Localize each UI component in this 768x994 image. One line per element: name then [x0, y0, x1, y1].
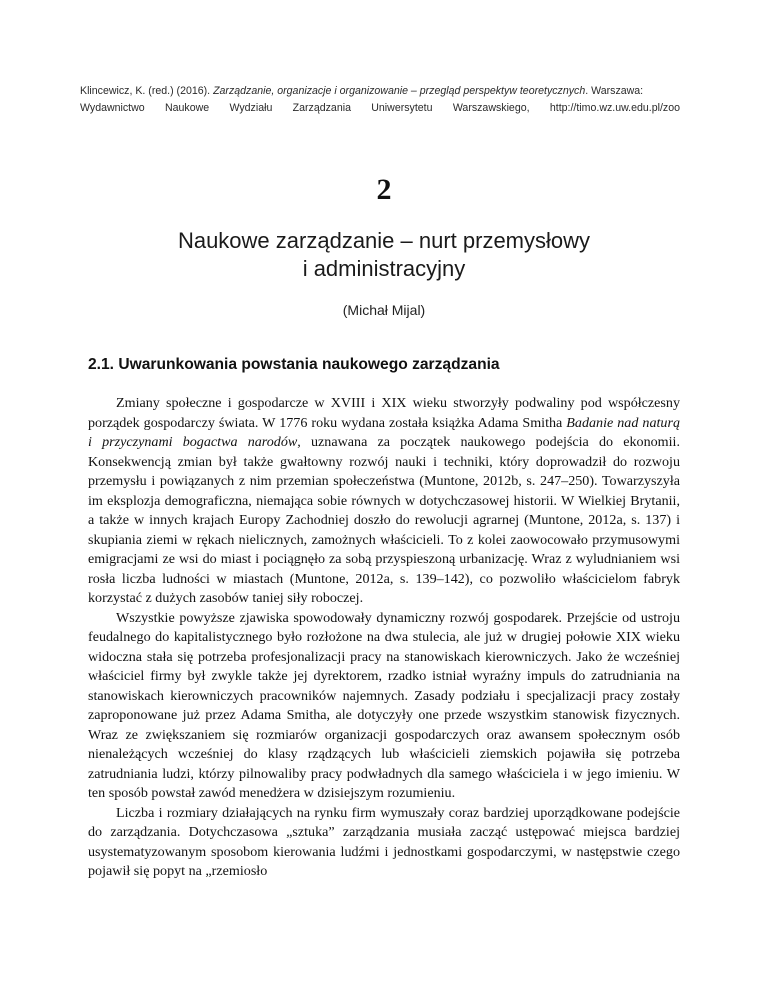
body-text	[88, 394, 680, 882]
chapter-title-line-1: Naukowe zarządzanie – nurt przemysłowy	[177, 228, 591, 253]
paragraph-1-book-title: Badanie nad naturą i przyczynami bogactwa narodów	[88, 414, 680, 450]
paragraph-1-part-a: Zmiany społeczne i gospodarcze w XVIII i XIX wieku stworzyły podwaliny pod współczesny porządek gospodarczy świata. W 1776 roku wydana została książka Adama Smitha	[88, 395, 680, 431]
paragraph-2: Wszystkie powyższe zjawiska spowodowały dynamiczny rozwój gospodarek. Przejście od ustroju feudalnego do kapitalistycznego było rozłożone na dwa stulecia, ale już w drugiej połowie XIX wieku widoczna stała się potrzeba profesjonalizacji pracy na stanowiskach kierowniczych. Jako że wcześniej właściciel firmy był zwykle także jej dyrektorem, rzadko istniał wyraźny impuls do zatrudniania na stanowiskach kierowniczych pracowników najemnych. Zasady podziału i specjalizacji pracy zostały zaproponowane już przez Adama Smitha, ale dotyczyły one przede wszystkim stanowisk fizycznych. Wraz ze zwiększaniem się rozmiarów organizacji gospodarczych oraz awansem społecznym osób nienależących wcześniej do klasy rządzących lub właścicieli ziemskich pojawiła się potrzeba zatrudniania ludzi, którzy pilnowaliby pracy podwładnych dla samego właściciela i w jego imieniu. W ten sposób powstał zawód menedżera w dzisiejszym rozumieniu.	[88, 609, 680, 801]
section-heading: 2.1. Uwarunkowania powstania naukowego zarządzania	[88, 356, 500, 373]
citation-line-1	[80, 83, 680, 100]
citation-book-title: Zarządzanie, organizacje i organizowanie – przegląd perspektyw teoretycznych	[213, 85, 586, 97]
paragraph-3: Liczba i rozmiary działających na rynku firm wymuszały coraz bardziej uporządkowane podejście do zarządzania. Dotychczasowa „sztuka” zarządzania musiała zacząć ustępować miejsca bardziej usystematyzowanym sposobom kierowania ludźmi i jednostkami gospodarczymi, w następstwie czego pojawił się popyt na „rzemiosło	[88, 804, 680, 879]
citation-line-2: Wydawnictwo Naukowe Wydziału Zarządzania Uniwersytetu Warszawskiego, http://timo.wz.uw.edu.pl/zoo	[80, 102, 680, 114]
chapter-author: (Michał Mijal)	[342, 302, 426, 318]
citation-place: . Warszawa:	[585, 85, 644, 97]
paragraph-1	[88, 394, 680, 609]
citation-block	[80, 83, 680, 117]
paragraph-1-part-b: , uznawana za początek naukowego podejścia do ekonomii. Konsekwencją zmian był także gwałtowny rozwój nauki i techniki, który doprowadził do rozwoju przemysłu i powiązanych z nim przemian społeczeństwa (Muntone, 2012b, s. 247–250). Towarzyszyła im eksplozja demograficzna, niemająca sobie równych w dotychczasowej historii. W Wielkiej Brytanii, a także w innych krajach Europy Zachodniej doszło do rewolucji agrarnej (Muntone, 2012a, s. 137) i skupiania ziemi w rękach nielicznych, zamożnych właścicieli. To z kolei zaowocowało przymusowymi emigracjami ze wsi do miast i pociągnęło za sobą przyspieszoną urbanizację. Wraz z wyludnianiem wsi rosła liczba ludności w miastach (Muntone, 2012a, s. 139–142), co pozwoliło właścicielom fabryk korzystać z dużych zasobów taniej siły roboczej.	[88, 434, 681, 606]
citation-authors: Klincewicz, K. (red.) (2016).	[80, 85, 214, 97]
chapter-number: 2	[376, 173, 392, 206]
chapter-title	[0, 227, 768, 283]
chapter-title-line-2: i administracyjny	[302, 256, 466, 281]
